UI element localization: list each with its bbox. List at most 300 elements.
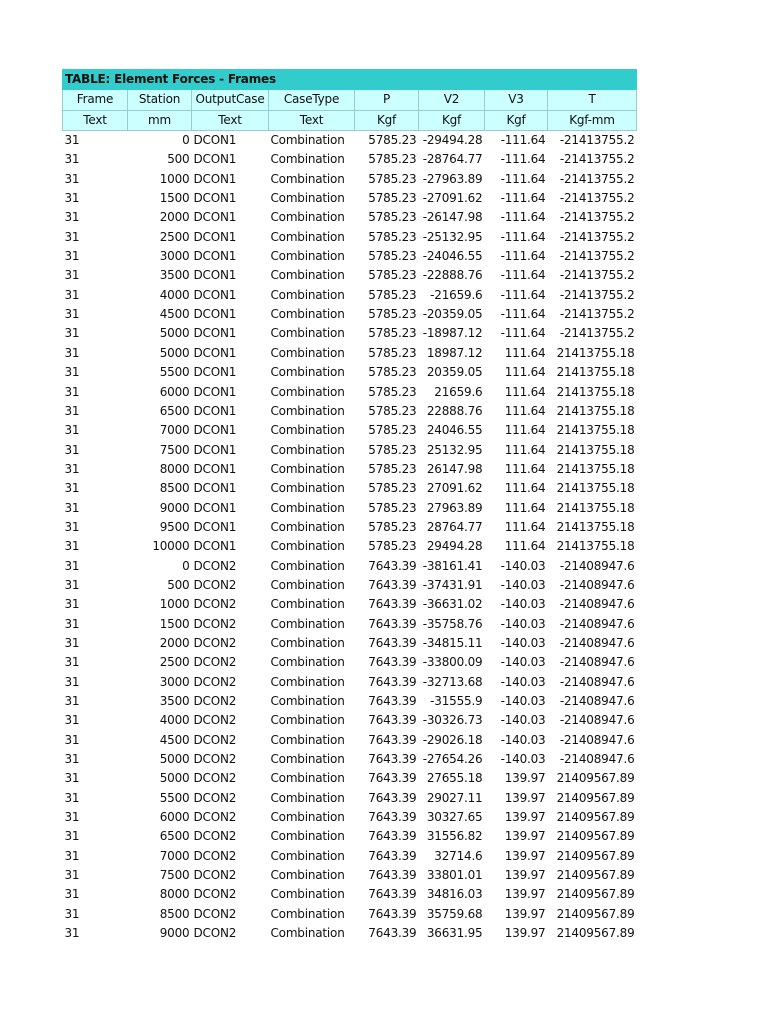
case-type-cell: Combination <box>270 829 345 844</box>
t-cell: -21413755.2 <box>559 191 635 206</box>
station-cell: 8500 <box>159 906 190 921</box>
frame-cell: 31 <box>64 694 80 708</box>
table-row <box>63 885 637 904</box>
case-type-cell: Combination <box>270 694 345 708</box>
station-cell: 2500 <box>159 229 190 244</box>
output-case-cell: DCON2 <box>193 616 237 631</box>
table-row <box>63 653 637 672</box>
t-cell: 21413755.18 <box>556 539 635 554</box>
t-cell: -21408947.6 <box>559 732 635 747</box>
table-row <box>63 673 637 692</box>
output-case-cell: DCON1 <box>193 191 237 206</box>
p-cell: 5785.23 <box>368 481 417 496</box>
column-header-row <box>63 90 637 110</box>
station-cell: 4000 <box>159 713 190 728</box>
v2-cell: 25132.95 <box>426 442 483 457</box>
station-cell: 7000 <box>159 423 190 438</box>
v2-cell: 31556.82 <box>426 829 483 844</box>
v2-cell: 22888.76 <box>426 403 483 418</box>
table-row <box>63 208 637 227</box>
t-cell: -21408947.6 <box>559 616 635 631</box>
table-row <box>63 924 637 943</box>
v3-cell: 111.64 <box>504 481 546 496</box>
v2-cell: 29027.11 <box>426 790 483 805</box>
output-case-cell: DCON1 <box>193 442 237 457</box>
element-forces-table <box>62 69 637 943</box>
p-cell: 5785.23 <box>368 133 417 148</box>
case-type-cell: Combination <box>270 887 345 902</box>
column-header: OutputCase <box>192 90 269 110</box>
station-cell: 0 <box>182 133 190 148</box>
v2-cell: -18987.12 <box>422 326 483 341</box>
frame-cell: 31 <box>64 461 80 476</box>
t-cell: 21409567.89 <box>556 771 635 786</box>
v3-cell: 139.97 <box>504 790 546 805</box>
t-cell: -21413755.2 <box>559 287 635 302</box>
t-cell: -21408947.6 <box>559 558 635 573</box>
v3-cell: -140.03 <box>500 732 546 747</box>
v2-cell: 27655.18 <box>426 771 483 786</box>
v3-cell: 139.97 <box>504 829 546 844</box>
v3-cell: 111.64 <box>504 423 546 438</box>
case-type-cell: Combination <box>270 133 345 148</box>
p-cell: 7643.39 <box>368 616 417 631</box>
t-cell: -21408947.6 <box>559 597 635 612</box>
p-cell: 5785.23 <box>368 500 417 515</box>
station-cell: 3000 <box>159 249 190 264</box>
column-header: P <box>355 90 419 110</box>
v2-cell: 30327.65 <box>426 810 483 825</box>
case-type-cell: Combination <box>270 926 345 941</box>
p-cell: 5785.23 <box>368 345 417 360</box>
frame-cell: 31 <box>64 752 80 767</box>
t-cell: 21413755.18 <box>556 384 635 399</box>
station-cell: 5500 <box>159 790 190 805</box>
v3-cell: -111.64 <box>500 171 546 186</box>
p-cell: 5785.23 <box>368 152 417 167</box>
v2-cell: 36631.95 <box>426 926 483 941</box>
output-case-cell: DCON1 <box>193 365 237 380</box>
output-case-cell: DCON1 <box>193 384 237 399</box>
v2-cell: -30326.73 <box>422 713 483 728</box>
p-cell: 7643.39 <box>368 577 417 592</box>
table-row <box>63 363 637 382</box>
table-row <box>63 634 637 653</box>
v3-cell: -111.64 <box>500 249 546 264</box>
frame-cell: 31 <box>64 268 80 283</box>
t-cell: 21409567.89 <box>556 906 635 921</box>
p-cell: 5785.23 <box>368 229 417 244</box>
p-cell: 5785.23 <box>368 249 417 264</box>
v2-cell: 27091.62 <box>426 481 483 496</box>
station-cell: 5000 <box>159 752 190 767</box>
t-cell: -21408947.6 <box>559 577 635 592</box>
frame-cell: 31 <box>64 365 80 380</box>
case-type-cell: Combination <box>270 906 345 921</box>
p-cell: 7643.39 <box>368 752 417 767</box>
units-row <box>63 110 637 130</box>
v3-cell: -111.64 <box>500 191 546 206</box>
case-type-cell: Combination <box>270 771 345 786</box>
table-row <box>63 266 637 285</box>
v3-cell: -140.03 <box>500 713 546 728</box>
frame-cell: 31 <box>64 577 80 592</box>
p-cell: 5785.23 <box>368 539 417 554</box>
v3-cell: 139.97 <box>504 887 546 902</box>
t-cell: 21413755.18 <box>556 423 635 438</box>
t-cell: -21413755.2 <box>559 152 635 167</box>
frame-cell: 31 <box>64 539 80 554</box>
t-cell: 21409567.89 <box>556 926 635 941</box>
station-cell: 8000 <box>159 887 190 902</box>
table-row <box>63 402 637 421</box>
frame-cell: 31 <box>64 616 80 631</box>
case-type-cell: Combination <box>270 577 345 592</box>
case-type-cell: Combination <box>270 752 345 767</box>
station-cell: 4500 <box>159 732 190 747</box>
frame-cell: 31 <box>64 171 80 186</box>
t-cell: -21413755.2 <box>559 307 635 322</box>
p-cell: 5785.23 <box>368 268 417 283</box>
station-cell: 10000 <box>152 539 190 554</box>
case-type-cell: Combination <box>270 326 345 341</box>
station-cell: 9000 <box>159 926 190 941</box>
v3-cell: -140.03 <box>500 674 546 689</box>
v3-cell: 111.64 <box>504 500 546 515</box>
station-cell: 4500 <box>159 307 190 322</box>
p-cell: 7643.39 <box>368 829 417 844</box>
output-case-cell: DCON1 <box>193 171 237 186</box>
t-cell: 21413755.18 <box>556 403 635 418</box>
p-cell: 5785.23 <box>368 365 417 380</box>
table-row <box>63 518 637 537</box>
case-type-cell: Combination <box>270 442 345 457</box>
table-row <box>63 808 637 827</box>
output-case-cell: DCON1 <box>193 210 237 225</box>
table-row <box>63 789 637 808</box>
v2-cell: -27654.26 <box>422 752 483 767</box>
output-case-cell: DCON1 <box>193 229 237 244</box>
table-row <box>63 499 637 518</box>
frame-cell: 31 <box>64 191 80 206</box>
station-cell: 5500 <box>159 365 190 380</box>
table-row <box>63 131 637 151</box>
station-cell: 1000 <box>159 597 190 612</box>
output-case-cell: DCON1 <box>193 307 237 322</box>
v3-cell: -111.64 <box>500 326 546 341</box>
unit-cell: Kgf <box>485 110 548 130</box>
v3-cell: 139.97 <box>504 906 546 921</box>
p-cell: 5785.23 <box>368 287 417 302</box>
v2-cell: -34815.11 <box>422 635 483 650</box>
case-type-cell: Combination <box>270 210 345 225</box>
p-cell: 5785.23 <box>368 307 417 322</box>
output-case-cell: DCON1 <box>193 345 237 360</box>
v3-cell: 111.64 <box>504 461 546 476</box>
table-row <box>63 305 637 324</box>
output-case-cell: DCON1 <box>193 249 237 264</box>
table-row <box>63 847 637 866</box>
output-case-cell: DCON2 <box>193 577 237 592</box>
p-cell: 7643.39 <box>368 887 417 902</box>
unit-cell: Kgf <box>355 110 419 130</box>
station-cell: 9000 <box>159 500 190 515</box>
case-type-cell: Combination <box>270 713 345 728</box>
v2-cell: 32714.6 <box>434 848 483 863</box>
table-row <box>63 905 637 924</box>
frame-cell: 31 <box>64 133 80 148</box>
output-case-cell: DCON2 <box>193 790 237 805</box>
v3-cell: -140.03 <box>500 616 546 631</box>
table-row <box>63 344 637 363</box>
frame-cell: 31 <box>64 152 80 167</box>
station-cell: 7500 <box>159 868 190 883</box>
t-cell: -21413755.2 <box>559 249 635 264</box>
station-cell: 500 <box>167 577 190 592</box>
case-type-cell: Combination <box>270 249 345 264</box>
p-cell: 7643.39 <box>368 597 417 612</box>
output-case-cell: DCON2 <box>193 926 237 941</box>
v2-cell: -27091.62 <box>422 191 483 206</box>
p-cell: 7643.39 <box>368 771 417 786</box>
case-type-cell: Combination <box>270 268 345 283</box>
p-cell: 7643.39 <box>368 694 417 708</box>
v3-cell: 111.64 <box>504 365 546 380</box>
table-title: TABLE: Element Forces - Frames <box>63 70 637 90</box>
table-row <box>63 692 637 711</box>
station-cell: 1500 <box>159 191 190 206</box>
v3-cell: 111.64 <box>504 442 546 457</box>
v2-cell: 18987.12 <box>426 345 483 360</box>
v2-cell: -35758.76 <box>422 616 483 631</box>
frame-cell: 31 <box>64 345 80 360</box>
case-type-cell: Combination <box>270 539 345 554</box>
frame-cell: 31 <box>64 848 80 863</box>
p-cell: 7643.39 <box>368 558 417 573</box>
unit-cell: mm <box>128 110 192 130</box>
output-case-cell: DCON1 <box>193 539 237 554</box>
t-cell: -21413755.2 <box>559 133 635 148</box>
case-type-cell: Combination <box>270 597 345 612</box>
case-type-cell: Combination <box>270 848 345 863</box>
station-cell: 9500 <box>159 519 190 534</box>
frame-cell: 31 <box>64 655 80 670</box>
frame-cell: 31 <box>64 829 80 844</box>
column-header: V3 <box>485 90 548 110</box>
p-cell: 7643.39 <box>368 674 417 689</box>
v2-cell: 20359.05 <box>426 365 483 380</box>
t-cell: 21409567.89 <box>556 810 635 825</box>
table-row <box>63 460 637 479</box>
t-cell: 21413755.18 <box>556 442 635 457</box>
output-case-cell: DCON1 <box>193 481 237 496</box>
output-case-cell: DCON2 <box>193 868 237 883</box>
v2-cell: 33801.01 <box>426 868 483 883</box>
v2-cell: 29494.28 <box>426 539 483 554</box>
v2-cell: -21659.6 <box>430 287 483 302</box>
v3-cell: -140.03 <box>500 558 546 573</box>
case-type-cell: Combination <box>270 365 345 380</box>
t-cell: -21413755.2 <box>559 326 635 341</box>
v3-cell: 111.64 <box>504 519 546 534</box>
station-cell: 2000 <box>159 635 190 650</box>
t-cell: 21409567.89 <box>556 790 635 805</box>
p-cell: 5785.23 <box>368 461 417 476</box>
frame-cell: 31 <box>64 732 80 747</box>
table-row <box>63 479 637 498</box>
station-cell: 7500 <box>159 442 190 457</box>
p-cell: 7643.39 <box>368 906 417 921</box>
station-cell: 8500 <box>159 481 190 496</box>
table-row <box>63 441 637 460</box>
output-case-cell: DCON2 <box>193 732 237 747</box>
frame-cell: 31 <box>64 771 80 786</box>
v3-cell: 139.97 <box>504 771 546 786</box>
station-cell: 6500 <box>159 403 190 418</box>
output-case-cell: DCON1 <box>193 519 237 534</box>
frame-cell: 31 <box>64 210 80 225</box>
unit-cell: Kgf <box>419 110 485 130</box>
output-case-cell: DCON2 <box>193 810 237 825</box>
case-type-cell: Combination <box>270 384 345 399</box>
t-cell: -21408947.6 <box>559 752 635 767</box>
output-case-cell: DCON2 <box>193 906 237 921</box>
table-row <box>63 866 637 885</box>
table-row <box>63 750 637 769</box>
t-cell: 21413755.18 <box>556 345 635 360</box>
output-case-cell: DCON2 <box>193 558 237 573</box>
case-type-cell: Combination <box>270 732 345 747</box>
p-cell: 5785.23 <box>368 171 417 186</box>
v2-cell: -29026.18 <box>422 732 483 747</box>
unit-cell: Text <box>63 110 128 130</box>
table-row <box>63 383 637 402</box>
station-cell: 500 <box>167 152 190 167</box>
p-cell: 5785.23 <box>368 210 417 225</box>
p-cell: 5785.23 <box>368 519 417 534</box>
output-case-cell: DCON2 <box>193 829 237 844</box>
frame-cell: 31 <box>64 384 80 399</box>
p-cell: 5785.23 <box>368 384 417 399</box>
t-cell: -21408947.6 <box>559 713 635 728</box>
case-type-cell: Combination <box>270 403 345 418</box>
case-type-cell: Combination <box>270 152 345 167</box>
p-cell: 7643.39 <box>368 848 417 863</box>
output-case-cell: DCON2 <box>193 771 237 786</box>
table-row <box>63 537 637 556</box>
t-cell: 21409567.89 <box>556 848 635 863</box>
v2-cell: -33800.09 <box>422 655 483 670</box>
v3-cell: -111.64 <box>500 210 546 225</box>
table-row <box>63 228 637 247</box>
output-case-cell: DCON2 <box>193 597 237 612</box>
case-type-cell: Combination <box>270 635 345 650</box>
station-cell: 7000 <box>159 848 190 863</box>
output-case-cell: DCON2 <box>193 752 237 767</box>
p-cell: 7643.39 <box>368 713 417 728</box>
station-cell: 3500 <box>159 694 190 708</box>
v2-cell: -38161.41 <box>422 558 483 573</box>
station-cell: 6000 <box>159 810 190 825</box>
frame-cell: 31 <box>64 926 80 941</box>
frame-cell: 31 <box>64 326 80 341</box>
v2-cell: 34816.03 <box>426 887 483 902</box>
table-row <box>63 576 637 595</box>
case-type-cell: Combination <box>270 655 345 670</box>
output-case-cell: DCON2 <box>193 713 237 728</box>
p-cell: 7643.39 <box>368 868 417 883</box>
frame-cell: 31 <box>64 790 80 805</box>
table-row <box>63 170 637 189</box>
v3-cell: -140.03 <box>500 694 546 708</box>
case-type-cell: Combination <box>270 345 345 360</box>
case-type-cell: Combination <box>270 423 345 438</box>
p-cell: 7643.39 <box>368 926 417 941</box>
case-type-cell: Combination <box>270 461 345 476</box>
v3-cell: -140.03 <box>500 655 546 670</box>
station-cell: 4000 <box>159 287 190 302</box>
v3-cell: -111.64 <box>500 133 546 148</box>
column-header: Station <box>128 90 192 110</box>
table-row <box>63 711 637 730</box>
p-cell: 7643.39 <box>368 635 417 650</box>
t-cell: 21409567.89 <box>556 868 635 883</box>
output-case-cell: DCON1 <box>193 268 237 283</box>
v3-cell: -140.03 <box>500 577 546 592</box>
column-header: CaseType <box>269 90 355 110</box>
v3-cell: -140.03 <box>500 635 546 650</box>
station-cell: 8000 <box>159 461 190 476</box>
case-type-cell: Combination <box>270 287 345 302</box>
case-type-cell: Combination <box>270 810 345 825</box>
t-cell: -21408947.6 <box>559 635 635 650</box>
output-case-cell: DCON1 <box>193 326 237 341</box>
frame-cell: 31 <box>64 481 80 496</box>
frame-cell: 31 <box>64 887 80 902</box>
v2-cell: -36631.02 <box>422 597 483 612</box>
station-cell: 2000 <box>159 210 190 225</box>
v3-cell: -111.64 <box>500 152 546 167</box>
v3-cell: 111.64 <box>504 345 546 360</box>
t-cell: -21408947.6 <box>559 655 635 670</box>
table-row <box>63 731 637 750</box>
v2-cell: -28764.77 <box>422 152 483 167</box>
v2-cell: 28764.77 <box>426 519 483 534</box>
t-cell: -21413755.2 <box>559 171 635 186</box>
table-row <box>63 247 637 266</box>
table-row <box>63 286 637 305</box>
output-case-cell: DCON2 <box>193 635 237 650</box>
t-cell: -21413755.2 <box>559 268 635 283</box>
case-type-cell: Combination <box>270 519 345 534</box>
v2-cell: -32713.68 <box>422 674 483 689</box>
p-cell: 7643.39 <box>368 655 417 670</box>
p-cell: 5785.23 <box>368 423 417 438</box>
station-cell: 6500 <box>159 829 190 844</box>
p-cell: 7643.39 <box>368 732 417 747</box>
table-row <box>63 595 637 614</box>
table-row <box>63 557 637 576</box>
case-type-cell: Combination <box>270 674 345 689</box>
column-header: T <box>548 90 637 110</box>
frame-cell: 31 <box>64 906 80 921</box>
v2-cell: 26147.98 <box>426 461 483 476</box>
frame-cell: 31 <box>64 597 80 612</box>
table-body <box>63 131 637 944</box>
output-case-cell: DCON2 <box>193 694 237 708</box>
output-case-cell: DCON2 <box>193 887 237 902</box>
table-row <box>63 769 637 788</box>
